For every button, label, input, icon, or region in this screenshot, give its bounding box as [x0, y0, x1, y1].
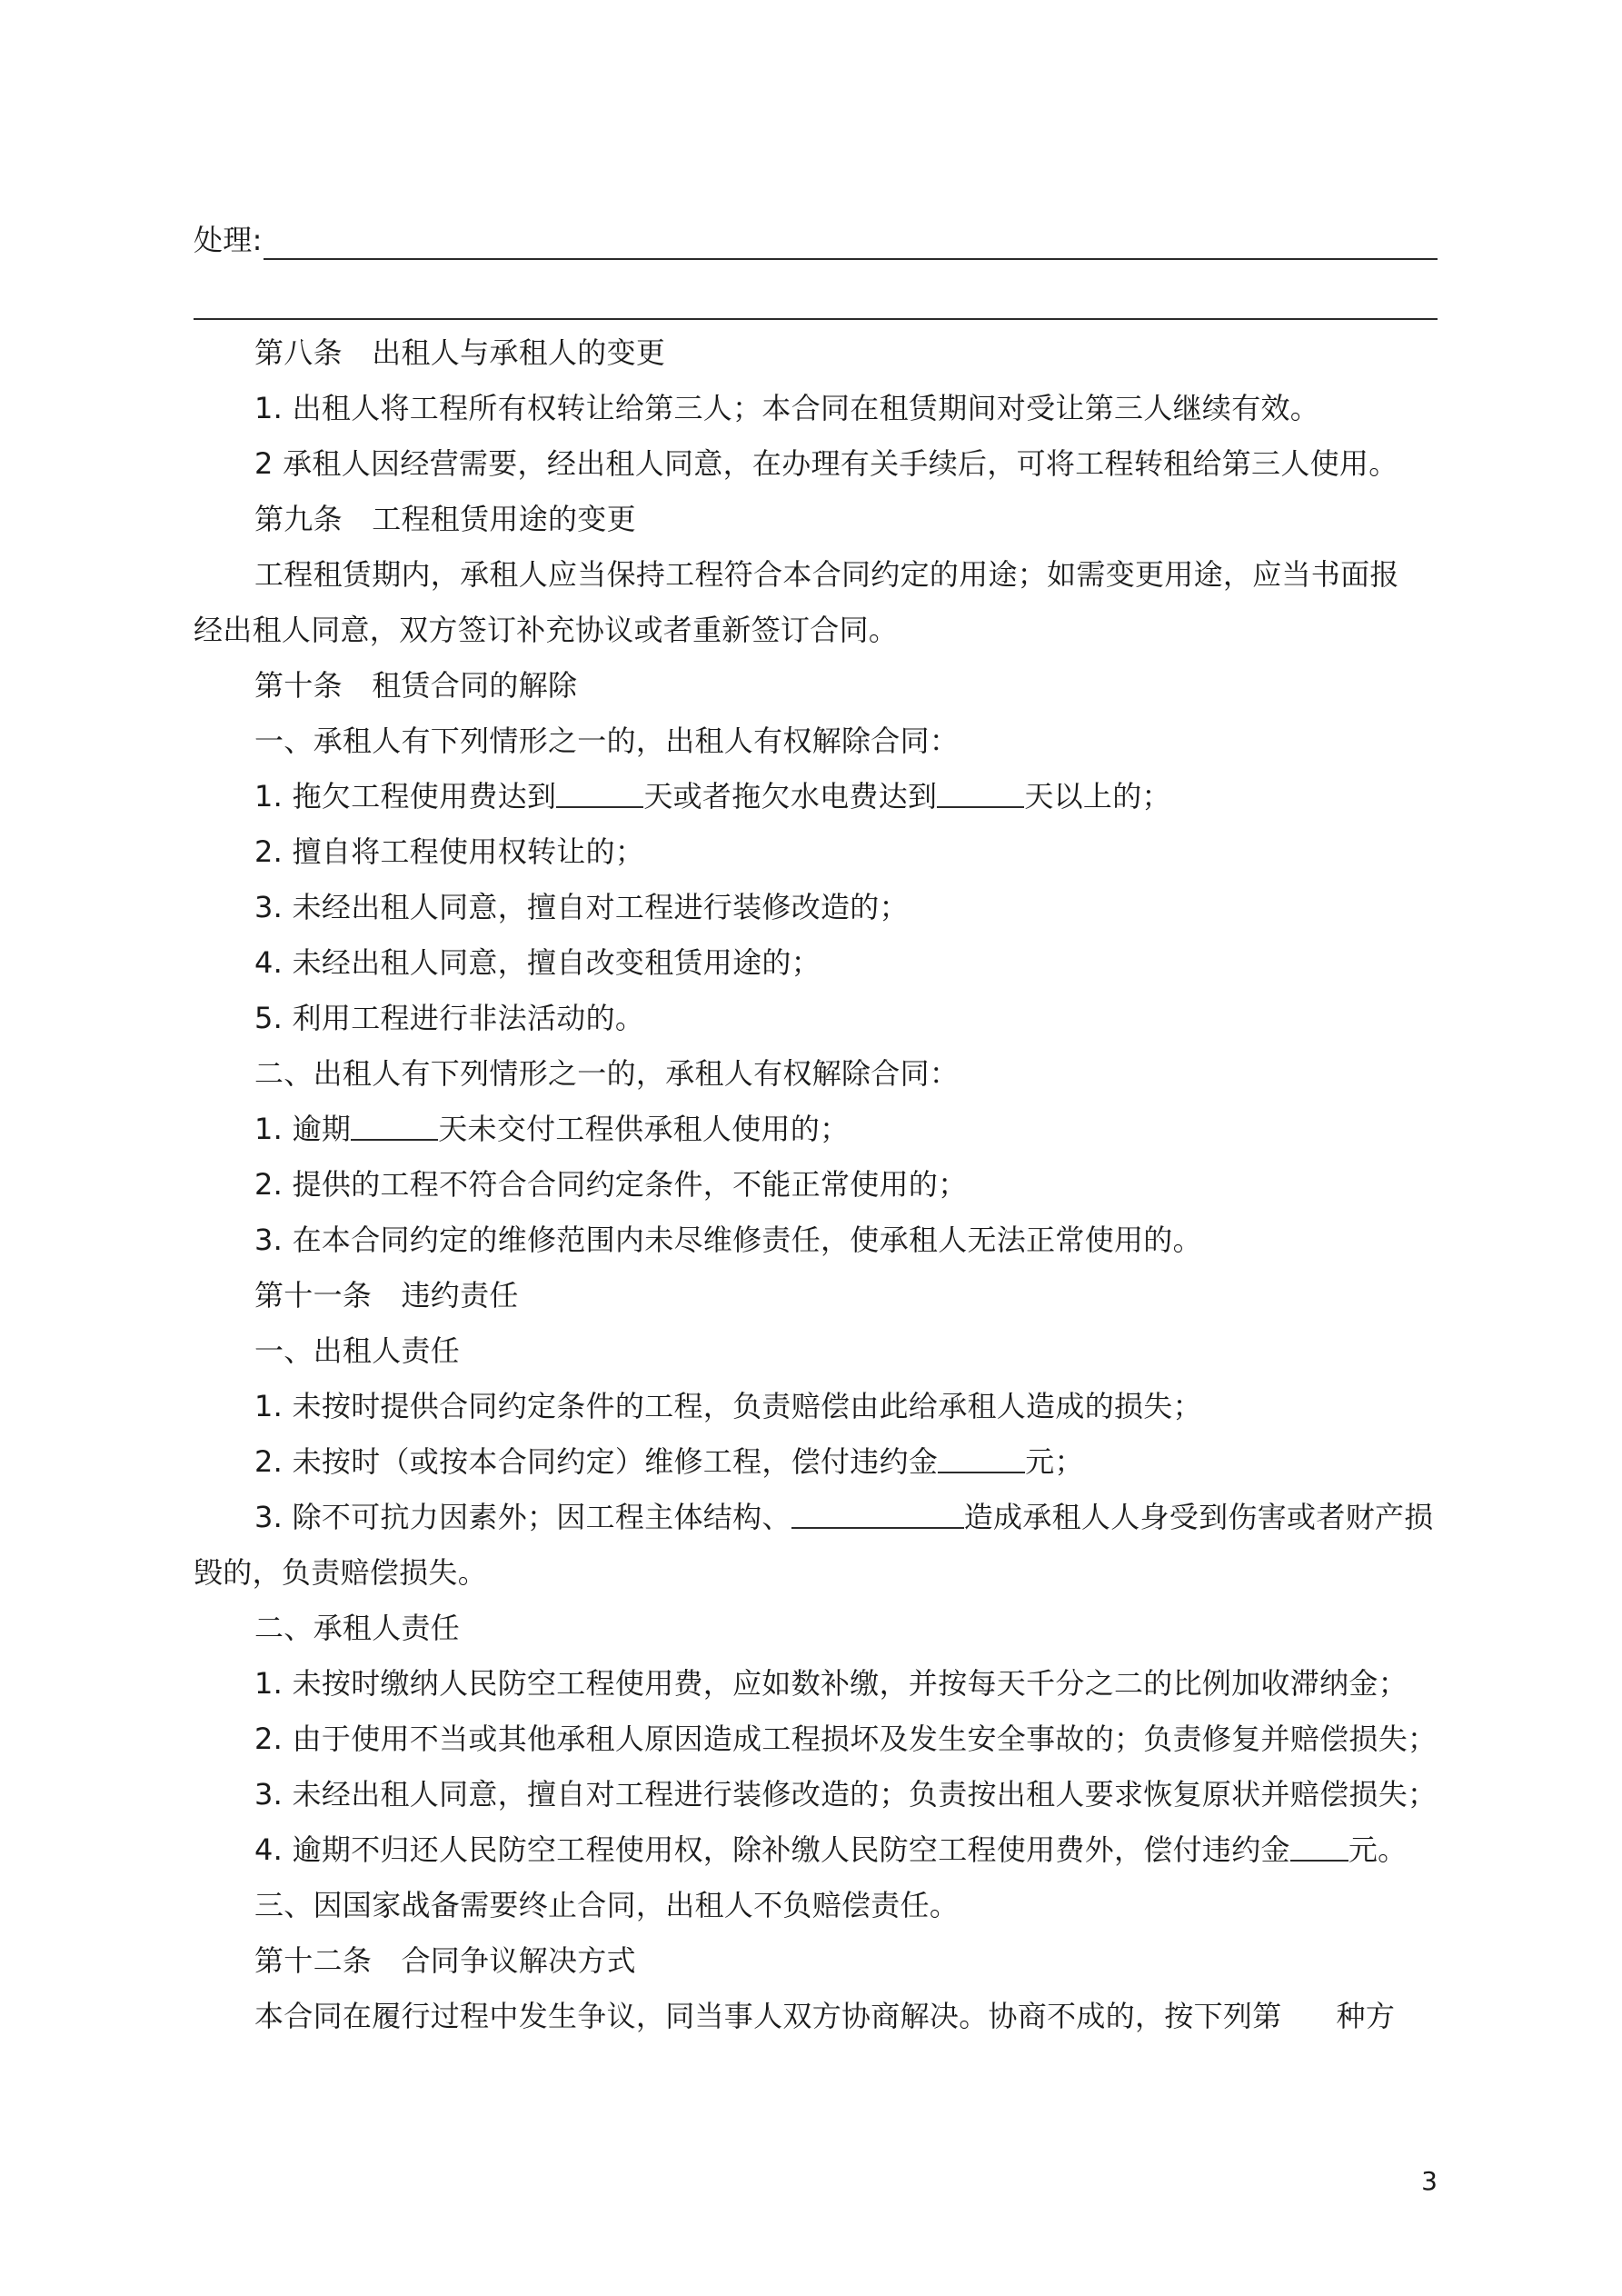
article-11-section-3-title: 三、因国家战备需要终止合同，出租人不负赔偿责任。: [254, 1888, 960, 1922]
article-10-s2-item-1: [254, 1101, 1438, 1157]
article-9-heading: 第九条 工程租赁用途的变更: [254, 502, 636, 536]
handling-rule-2: [194, 318, 1438, 320]
article-10-s1-item-1-text-c: 天以上的；: [1024, 779, 1171, 814]
handling-label: 处理:: [194, 223, 263, 257]
article-10-s1-item-2: 2. 擅自将工程使用权转让的；: [254, 834, 645, 869]
article-10-s1-item-1-text-b: 天或者拖欠水电费达到: [643, 779, 938, 814]
article-12-paragraph: [254, 1988, 1438, 2044]
article-11-heading: 第十一条 违约责任: [254, 1278, 519, 1313]
penalty-amount-blank-field-2[interactable]: [1290, 1832, 1348, 1862]
penalty-amount-blank-field-1[interactable]: [938, 1444, 1025, 1473]
article-11-s1-item-3-text-b: 造成承租人人身受到伤害或者财产损: [963, 1500, 1434, 1534]
article-10-section-2-title: 二、出租人有下列情形之一的，承租人有权解除合同：: [254, 1056, 960, 1091]
article-11-s1-item-3-text-a: 3. 除不可抗力因素外；因工程主体结构、: [254, 1500, 791, 1534]
article-11-s1-item-1: 1. 未按时提供合同约定条件的工程，负责赔偿由此给承租人造成的损失；: [254, 1389, 1202, 1423]
article-10-s2-item-3: 3. 在本合同约定的维修范围内未尽维修责任，使承租人无法正常使用的。: [254, 1223, 1202, 1257]
article-10-s1-item-3: 3. 未经出租人同意，擅自对工程进行装修改造的；: [254, 890, 909, 924]
handling-rule-1: [264, 258, 1438, 260]
article-11-s1-item-2-text-a: 2. 未按时（或按本合同约定）维修工程，偿付违约金: [254, 1444, 939, 1479]
article-9-paragraph-line-1: 工程租赁期内，承租人应当保持工程符合本合同约定的用途；如需变更用途，应当书面报: [254, 557, 1399, 592]
article-11-s2-item-4-text-a: 4. 逾期不归还人民防空工程使用权，除补缴人民防空工程使用费外，偿付违约金: [254, 1832, 1290, 1867]
article-11-section-1-title: 一、出租人责任: [254, 1333, 461, 1368]
days-blank-field-1[interactable]: [556, 779, 643, 808]
article-10-heading: 第十条 租赁合同的解除: [254, 668, 578, 703]
article-10-s1-item-5: 5. 利用工程进行非法活动的。: [254, 1001, 645, 1035]
article-10-section-1-title: 一、承租人有下列情形之一的，出租人有权解除合同：: [254, 724, 960, 758]
article-11-s1-item-3-continued: 毁的，负责赔偿损失。: [194, 1555, 488, 1590]
article-10-s2-item-2: 2. 提供的工程不符合合同约定条件，不能正常使用的；: [254, 1167, 968, 1202]
article-11-s1-item-2-text-b: 元；: [1025, 1444, 1084, 1479]
article-11-s2-item-1: 1. 未按时缴纳人民防空工程使用费，应如数补缴，并按每天千分之二的比例加收滞纳金；: [254, 1666, 1408, 1701]
structure-blank-field[interactable]: [791, 1500, 964, 1529]
article-8-item-1: 1. 出租人将工程所有权转让给第三人；本合同在租赁期间对受让第三人继续有效。: [254, 391, 1320, 425]
article-12-paragraph-text-b: 种方: [1336, 1999, 1396, 2033]
article-10-s1-item-1-text-a: 1. 拖欠工程使用费达到: [254, 779, 557, 814]
article-8-item-2: 2 承租人因经营需要，经出租人同意，在办理有关手续后，可将工程转租给第三人使用。: [254, 446, 1398, 481]
days-blank-field-2[interactable]: [937, 779, 1024, 808]
article-10-s1-item-4: 4. 未经出租人同意，擅自改变租赁用途的；: [254, 945, 821, 980]
article-12-heading: 第十二条 合同争议解决方式: [254, 1943, 636, 1978]
article-8-heading: 第八条 出租人与承租人的变更: [254, 335, 666, 370]
article-9-paragraph-line-2: 经出租人同意，双方签订补充协议或者重新签订合同。: [194, 613, 899, 647]
page-number: 3: [1421, 2166, 1438, 2196]
article-11-s2-item-3: 3. 未经出租人同意，擅自对工程进行装修改造的；负责按出租人要求恢复原状并赔偿损失；: [254, 1777, 1438, 1812]
article-10-s2-item-1-text-b: 天未交付工程供承租人使用的；: [438, 1112, 850, 1146]
article-12-paragraph-text-a: 本合同在履行过程中发生争议，同当事人双方协商解决。协商不成的，按下列第: [254, 1999, 1282, 2033]
article-10-s2-item-1-text-a: 1. 逾期: [254, 1112, 352, 1146]
article-11-s2-item-4-text-b: 元。: [1348, 1832, 1408, 1867]
article-11-s1-item-3: [254, 1489, 1438, 1545]
article-11-s2-item-2: 2. 由于使用不当或其他承租人原因造成工程损坏及发生安全事故的；负责修复并赔偿损失；: [254, 1722, 1438, 1756]
article-10-s1-item-1: [254, 768, 1438, 824]
article-11-section-2-title: 二、承租人责任: [254, 1611, 461, 1645]
article-11-s2-item-4: [254, 1822, 1438, 1878]
article-11-s1-item-2: [254, 1433, 1438, 1490]
overdue-days-blank-field[interactable]: [351, 1112, 438, 1141]
